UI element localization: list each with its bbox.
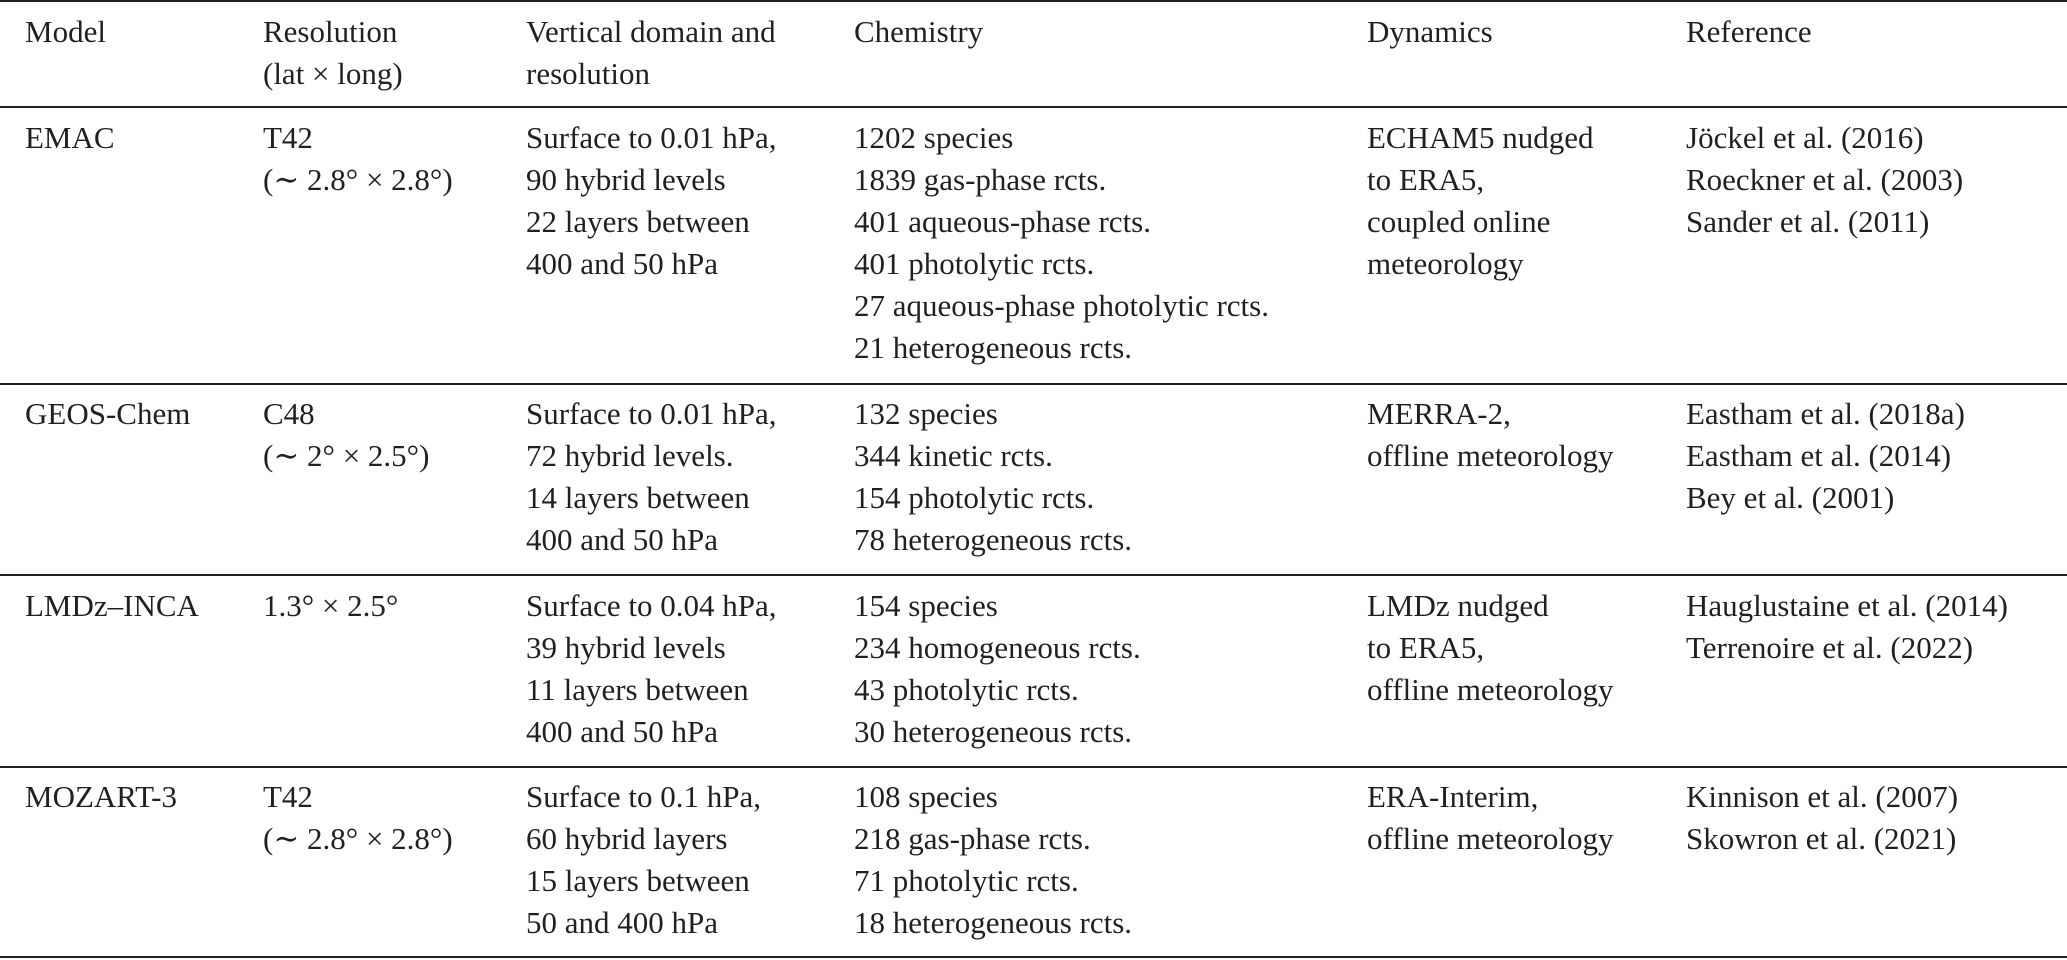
cell-resolution: T42 (∼ 2.8° × 2.8°) bbox=[263, 779, 453, 856]
header-rule bbox=[0, 106, 2067, 108]
cell-vertical: Surface to 0.01 hPa, 90 hybrid levels 22 layers between 400 and 50 hPa bbox=[526, 120, 777, 281]
cell-vertical: Surface to 0.01 hPa, 72 hybrid levels. 14 layers between 400 and 50 hPa bbox=[526, 396, 777, 557]
row-divider bbox=[0, 574, 2067, 576]
cell-dynamics: LMDz nudged to ERA5, offline meteorology bbox=[1367, 588, 1614, 707]
table-top-rule bbox=[0, 0, 2067, 2]
cell-model: MOZART-3 bbox=[25, 779, 178, 814]
cell-reference: Kinnison et al. (2007) Skowron et al. (2021) bbox=[1686, 779, 1959, 856]
cell-resolution: 1.3° × 2.5° bbox=[263, 588, 399, 623]
cell-resolution: C48 (∼ 2° × 2.5°) bbox=[263, 396, 430, 473]
cell-chemistry: 108 species 218 gas-phase rcts. 71 photolytic rcts. 18 heterogeneous rcts. bbox=[854, 779, 1133, 940]
cell-dynamics: ECHAM5 nudged to ERA5, coupled online meteorology bbox=[1367, 120, 1594, 281]
row-divider bbox=[0, 383, 2067, 385]
header-reference: Reference bbox=[1686, 14, 1812, 49]
cell-dynamics: MERRA-2, offline meteorology bbox=[1367, 396, 1614, 473]
cell-dynamics: ERA-Interim, offline meteorology bbox=[1367, 779, 1614, 856]
cell-model: GEOS-Chem bbox=[25, 396, 191, 431]
cell-model: LMDz–INCA bbox=[25, 588, 199, 623]
cell-resolution: T42 (∼ 2.8° × 2.8°) bbox=[263, 120, 453, 197]
cell-chemistry: 1202 species 1839 gas-phase rcts. 401 aqueous-phase rcts. 401 photolytic rcts. 27 aqueous-phase photolytic rcts. 21 heterogeneous rcts. bbox=[854, 120, 1269, 365]
row-divider bbox=[0, 766, 2067, 768]
cell-vertical: Surface to 0.1 hPa, 60 hybrid layers 15 layers between 50 and 400 hPa bbox=[526, 779, 762, 940]
header-vertical-domain: Vertical domain and resolution bbox=[526, 14, 776, 91]
cell-reference: Eastham et al. (2018a) Eastham et al. (2014) Bey et al. (2001) bbox=[1686, 396, 1965, 515]
cell-vertical: Surface to 0.04 hPa, 39 hybrid levels 11 layers between 400 and 50 hPa bbox=[526, 588, 777, 749]
table-bottom-rule bbox=[0, 956, 2067, 958]
cell-chemistry: 132 species 344 kinetic rcts. 154 photolytic rcts. 78 heterogeneous rcts. bbox=[854, 396, 1133, 557]
header-dynamics: Dynamics bbox=[1367, 14, 1493, 49]
cell-reference: Jöckel et al. (2016) Roeckner et al. (2003) Sander et al. (2011) bbox=[1686, 120, 1964, 239]
cell-chemistry: 154 species 234 homogeneous rcts. 43 photolytic rcts. 30 heterogeneous rcts. bbox=[854, 588, 1141, 749]
header-chemistry: Chemistry bbox=[854, 14, 984, 49]
cell-model: EMAC bbox=[25, 120, 115, 155]
header-resolution: Resolution (lat × long) bbox=[263, 14, 403, 91]
header-model: Model bbox=[25, 14, 106, 49]
cell-reference: Hauglustaine et al. (2014) Terrenoire et al. (2022) bbox=[1686, 588, 2008, 665]
